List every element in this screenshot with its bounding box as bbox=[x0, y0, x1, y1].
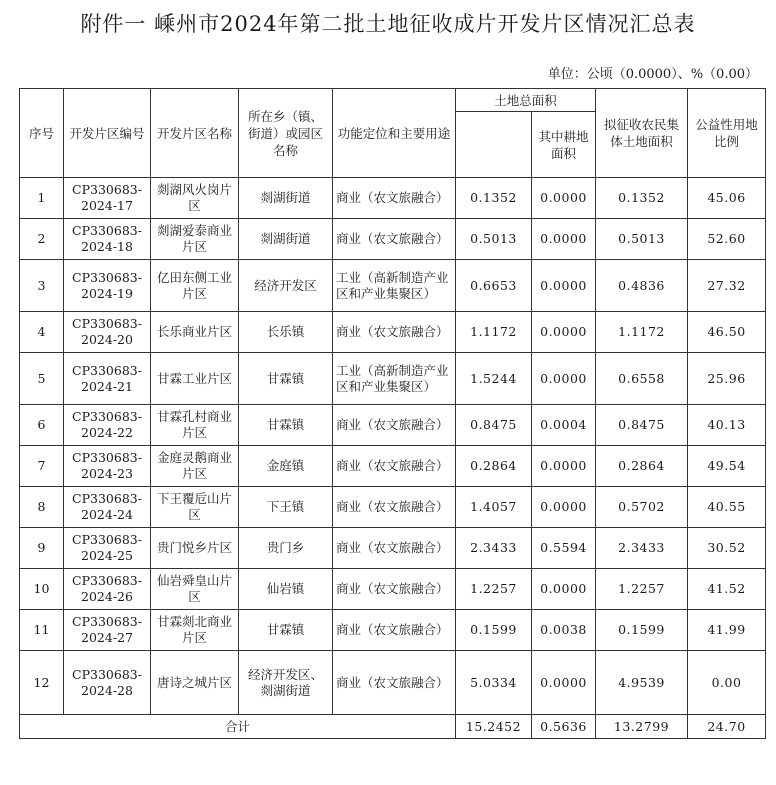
row-code: CP330683-2024-20 bbox=[64, 312, 151, 353]
total-label: 合计 bbox=[20, 715, 456, 739]
row-town: 仙岩镇 bbox=[239, 569, 333, 610]
row-total-area: 0.8475 bbox=[456, 405, 532, 446]
table-row bbox=[20, 528, 766, 569]
row-town: 剡湖街道 bbox=[239, 178, 333, 219]
header-town: 所在乡（镇、街道）或园区名称 bbox=[239, 89, 333, 178]
row-total-area: 0.6653 bbox=[456, 260, 532, 312]
row-seq: 10 bbox=[20, 569, 64, 610]
row-function: 商业（农文旅融合） bbox=[333, 312, 456, 353]
table-row bbox=[20, 569, 766, 610]
header-code: 开发片区编号 bbox=[64, 89, 151, 178]
row-seq: 9 bbox=[20, 528, 64, 569]
table-row bbox=[20, 487, 766, 528]
row-code: CP330683-2024-27 bbox=[64, 610, 151, 651]
row-function: 工业（高新制造产业区和产业集聚区） bbox=[333, 353, 456, 405]
total-collective: 13.2799 bbox=[596, 715, 688, 739]
row-public-ratio: 49.54 bbox=[688, 446, 766, 487]
table-row bbox=[20, 260, 766, 312]
row-code: CP330683-2024-26 bbox=[64, 569, 151, 610]
total-farmland: 0.5636 bbox=[532, 715, 596, 739]
row-collective: 0.5702 bbox=[596, 487, 688, 528]
row-town: 下王镇 bbox=[239, 487, 333, 528]
row-farmland: 0.0000 bbox=[532, 312, 596, 353]
row-name: 甘霖工业片区 bbox=[151, 353, 239, 405]
row-collective: 0.6558 bbox=[596, 353, 688, 405]
row-town: 贵门乡 bbox=[239, 528, 333, 569]
row-public-ratio: 40.13 bbox=[688, 405, 766, 446]
table-row bbox=[20, 353, 766, 405]
table-row bbox=[20, 610, 766, 651]
row-code: CP330683-2024-21 bbox=[64, 353, 151, 405]
row-seq: 1 bbox=[20, 178, 64, 219]
row-function: 商业（农文旅融合） bbox=[333, 446, 456, 487]
row-code: CP330683-2024-17 bbox=[64, 178, 151, 219]
row-seq: 5 bbox=[20, 353, 64, 405]
row-name: 长乐商业片区 bbox=[151, 312, 239, 353]
row-function: 商业（农文旅融合） bbox=[333, 528, 456, 569]
row-collective: 0.4836 bbox=[596, 260, 688, 312]
row-function: 商业（农文旅融合） bbox=[333, 178, 456, 219]
table-row bbox=[20, 651, 766, 715]
row-public-ratio: 45.06 bbox=[688, 178, 766, 219]
row-function: 商业（农文旅融合） bbox=[333, 569, 456, 610]
row-total-area: 1.4057 bbox=[456, 487, 532, 528]
row-name: 贵门悦乡片区 bbox=[151, 528, 239, 569]
row-farmland: 0.5594 bbox=[532, 528, 596, 569]
row-function: 商业（农文旅融合） bbox=[333, 651, 456, 715]
row-total-area: 1.2257 bbox=[456, 569, 532, 610]
row-town: 甘霖镇 bbox=[239, 610, 333, 651]
row-public-ratio: 40.55 bbox=[688, 487, 766, 528]
row-public-ratio: 52.60 bbox=[688, 219, 766, 260]
header-total-blank bbox=[456, 112, 532, 178]
row-seq: 2 bbox=[20, 219, 64, 260]
table-row bbox=[20, 446, 766, 487]
row-public-ratio: 46.50 bbox=[688, 312, 766, 353]
row-seq: 4 bbox=[20, 312, 64, 353]
row-public-ratio: 30.52 bbox=[688, 528, 766, 569]
table-row bbox=[20, 219, 766, 260]
table-row bbox=[20, 405, 766, 446]
row-public-ratio: 41.99 bbox=[688, 610, 766, 651]
row-name: 甘霖孔村商业片区 bbox=[151, 405, 239, 446]
row-farmland: 0.0000 bbox=[532, 219, 596, 260]
row-seq: 12 bbox=[20, 651, 64, 715]
header-seq: 序号 bbox=[20, 89, 64, 178]
row-function: 商业（农文旅融合） bbox=[333, 487, 456, 528]
row-code: CP330683-2024-19 bbox=[64, 260, 151, 312]
row-town: 剡湖街道 bbox=[239, 219, 333, 260]
row-collective: 0.8475 bbox=[596, 405, 688, 446]
table-row bbox=[20, 312, 766, 353]
row-function: 商业（农文旅融合） bbox=[333, 219, 456, 260]
row-code: CP330683-2024-22 bbox=[64, 405, 151, 446]
row-collective: 0.5013 bbox=[596, 219, 688, 260]
row-collective: 1.1172 bbox=[596, 312, 688, 353]
row-function: 工业（高新制造产业区和产业集聚区） bbox=[333, 260, 456, 312]
row-collective: 0.1352 bbox=[596, 178, 688, 219]
row-total-area: 0.1599 bbox=[456, 610, 532, 651]
row-farmland: 0.0038 bbox=[532, 610, 596, 651]
row-name: 亿田东侧工业片区 bbox=[151, 260, 239, 312]
row-seq: 11 bbox=[20, 610, 64, 651]
row-farmland: 0.0004 bbox=[532, 405, 596, 446]
row-code: CP330683-2024-28 bbox=[64, 651, 151, 715]
row-name: 仙岩舜皇山片区 bbox=[151, 569, 239, 610]
row-seq: 6 bbox=[20, 405, 64, 446]
row-total-area: 1.1172 bbox=[456, 312, 532, 353]
row-farmland: 0.0000 bbox=[532, 178, 596, 219]
row-function: 商业（农文旅融合） bbox=[333, 610, 456, 651]
summary-table bbox=[19, 88, 766, 739]
row-seq: 3 bbox=[20, 260, 64, 312]
row-code: CP330683-2024-24 bbox=[64, 487, 151, 528]
row-name: 甘霖剡北商业片区 bbox=[151, 610, 239, 651]
unit-note: 单位：公顷（0.0000）、%（0.00） bbox=[547, 67, 758, 82]
row-name: 唐诗之城片区 bbox=[151, 651, 239, 715]
total-ratio: 24.70 bbox=[688, 715, 766, 739]
row-farmland: 0.0000 bbox=[532, 353, 596, 405]
row-code: CP330683-2024-23 bbox=[64, 446, 151, 487]
header-name: 开发片区名称 bbox=[151, 89, 239, 178]
row-town: 经济开发区、剡湖街道 bbox=[239, 651, 333, 715]
row-town: 甘霖镇 bbox=[239, 353, 333, 405]
row-town: 长乐镇 bbox=[239, 312, 333, 353]
header-total-area: 土地总面积 bbox=[456, 89, 596, 112]
row-name: 金庭灵鹅商业片区 bbox=[151, 446, 239, 487]
row-town: 经济开发区 bbox=[239, 260, 333, 312]
row-collective: 2.3433 bbox=[596, 528, 688, 569]
row-total-area: 2.3433 bbox=[456, 528, 532, 569]
row-name: 剡湖风火岗片区 bbox=[151, 178, 239, 219]
header-farmland: 其中耕地面积 bbox=[532, 112, 596, 178]
row-town: 甘霖镇 bbox=[239, 405, 333, 446]
row-code: CP330683-2024-25 bbox=[64, 528, 151, 569]
document-title: 附件一 嵊州市2024年第二批土地征收成片开发片区情况汇总表 bbox=[80, 12, 696, 36]
row-farmland: 0.0000 bbox=[532, 446, 596, 487]
row-public-ratio: 0.00 bbox=[688, 651, 766, 715]
row-name: 剡湖爱泰商业片区 bbox=[151, 219, 239, 260]
row-farmland: 0.0000 bbox=[532, 651, 596, 715]
row-seq: 7 bbox=[20, 446, 64, 487]
row-code: CP330683-2024-18 bbox=[64, 219, 151, 260]
row-collective: 0.1599 bbox=[596, 610, 688, 651]
row-total-area: 0.2864 bbox=[456, 446, 532, 487]
row-collective: 1.2257 bbox=[596, 569, 688, 610]
header-public-ratio: 公益性用地比例 bbox=[688, 89, 766, 178]
row-town: 金庭镇 bbox=[239, 446, 333, 487]
row-farmland: 0.0000 bbox=[532, 260, 596, 312]
row-collective: 4.9539 bbox=[596, 651, 688, 715]
row-total-area: 1.5244 bbox=[456, 353, 532, 405]
total-row bbox=[20, 715, 766, 739]
row-seq: 8 bbox=[20, 487, 64, 528]
row-public-ratio: 27.32 bbox=[688, 260, 766, 312]
header-collective: 拟征收农民集体土地面积 bbox=[596, 89, 688, 178]
row-function: 商业（农文旅融合） bbox=[333, 405, 456, 446]
row-total-area: 0.5013 bbox=[456, 219, 532, 260]
header-function: 功能定位和主要用途 bbox=[333, 89, 456, 178]
row-public-ratio: 25.96 bbox=[688, 353, 766, 405]
row-collective: 0.2864 bbox=[596, 446, 688, 487]
row-farmland: 0.0000 bbox=[532, 569, 596, 610]
row-total-area: 0.1352 bbox=[456, 178, 532, 219]
row-total-area: 5.0334 bbox=[456, 651, 532, 715]
row-farmland: 0.0000 bbox=[532, 487, 596, 528]
row-public-ratio: 41.52 bbox=[688, 569, 766, 610]
table-row bbox=[20, 178, 766, 219]
row-name: 下王覆卮山片区 bbox=[151, 487, 239, 528]
total-area: 15.2452 bbox=[456, 715, 532, 739]
